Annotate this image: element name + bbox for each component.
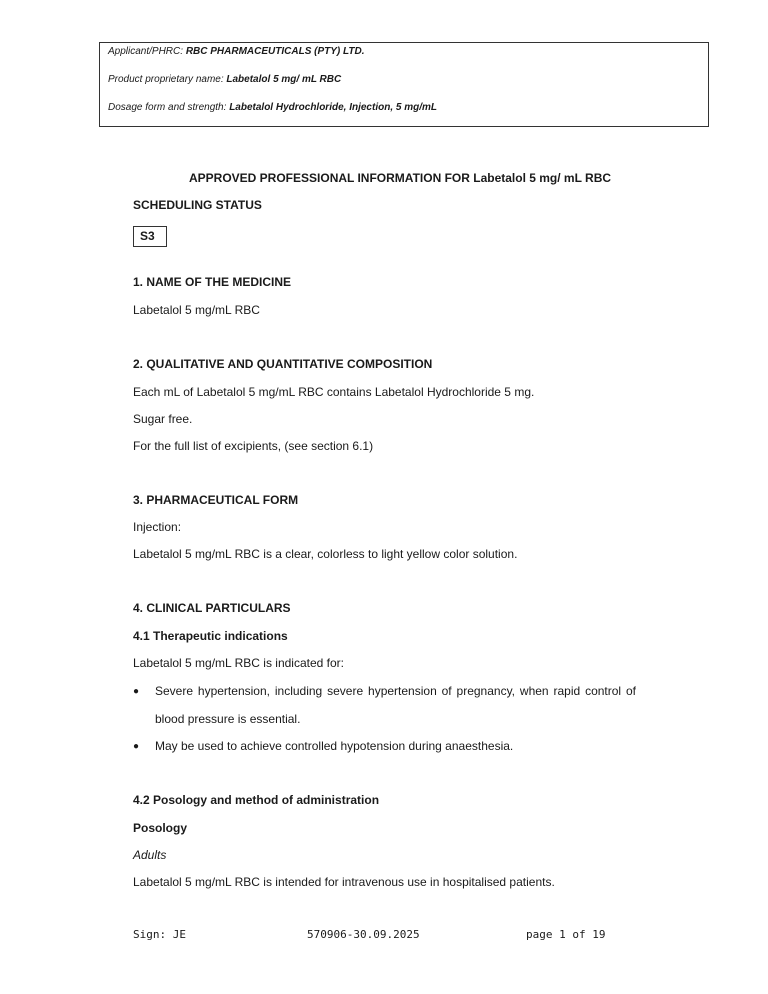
section-4-heading: 4. CLINICAL PARTICULARS [133, 601, 291, 615]
bullet-icon: ● [133, 741, 140, 752]
applicant-value: RBC PHARMACEUTICALS (PTY) LTD. [185, 46, 365, 57]
product-value: Labetalol 5 mg/ mL RBC [226, 74, 342, 85]
indications-intro: Labetalol 5 mg/mL RBC is indicated for: [133, 656, 344, 670]
indication-2: May be used to achieve controlled hypotension during anaesthesia. [155, 739, 514, 753]
product-label: Product proprietary name: [108, 74, 227, 85]
section-1-heading: 1. NAME OF THE MEDICINE [133, 275, 292, 289]
dosage-value: Labetalol Hydrochloride, Injection, 5 mg/mL [229, 102, 437, 113]
adults-heading: Adults [133, 848, 167, 862]
section-4-1-heading: 4.1 Therapeutic indications [133, 629, 288, 643]
dosage-line [108, 102, 437, 113]
footer-sign: Sign: JE [133, 928, 186, 941]
document-title: APPROVED PROFESSIONAL INFORMATION FOR Labetalol 5 mg/ mL RBC [189, 171, 612, 185]
composition-line-3: For the full list of excipients, (see section 6.1) [133, 439, 374, 453]
medicine-name: Labetalol 5 mg/mL RBC [133, 303, 260, 317]
indication-1-line-2: blood pressure is essential. [155, 712, 301, 726]
applicant-label: Applicant/PHRC: [108, 46, 186, 57]
scheduling-heading: SCHEDULING STATUS [133, 198, 262, 212]
form-line-1: Injection: [133, 520, 182, 534]
indication-1-line-1: Severe hypertension, including severe hypertension of pregnancy, when rapid control of [155, 684, 636, 698]
posology-heading: Posology [133, 821, 188, 835]
section-3-heading: 3. PHARMACEUTICAL FORM [133, 493, 299, 507]
composition-line-1: Each mL of Labetalol 5 mg/mL RBC contains Labetalol Hydrochloride 5 mg. [133, 385, 535, 399]
applicant-line [108, 46, 365, 57]
form-line-2: Labetalol 5 mg/mL RBC is a clear, colorless to light yellow color solution. [133, 547, 518, 561]
dosage-label: Dosage form and strength: [108, 102, 230, 113]
schedule-badge: S3 [133, 226, 167, 247]
adults-text: Labetalol 5 mg/mL RBC is intended for intravenous use in hospitalised patients. [133, 875, 555, 889]
footer-code: 570906-30.09.2025 [307, 928, 420, 941]
section-4-2-heading: 4.2 Posology and method of administration [133, 793, 380, 807]
section-2-heading: 2. QUALITATIVE AND QUANTITATIVE COMPOSITION [133, 357, 433, 371]
product-line [108, 74, 341, 85]
bullet-icon: ● [133, 686, 140, 697]
composition-line-2: Sugar free. [133, 412, 193, 426]
footer-page-number: page 1 of 19 [526, 928, 606, 941]
applicant-info-box [99, 42, 709, 127]
